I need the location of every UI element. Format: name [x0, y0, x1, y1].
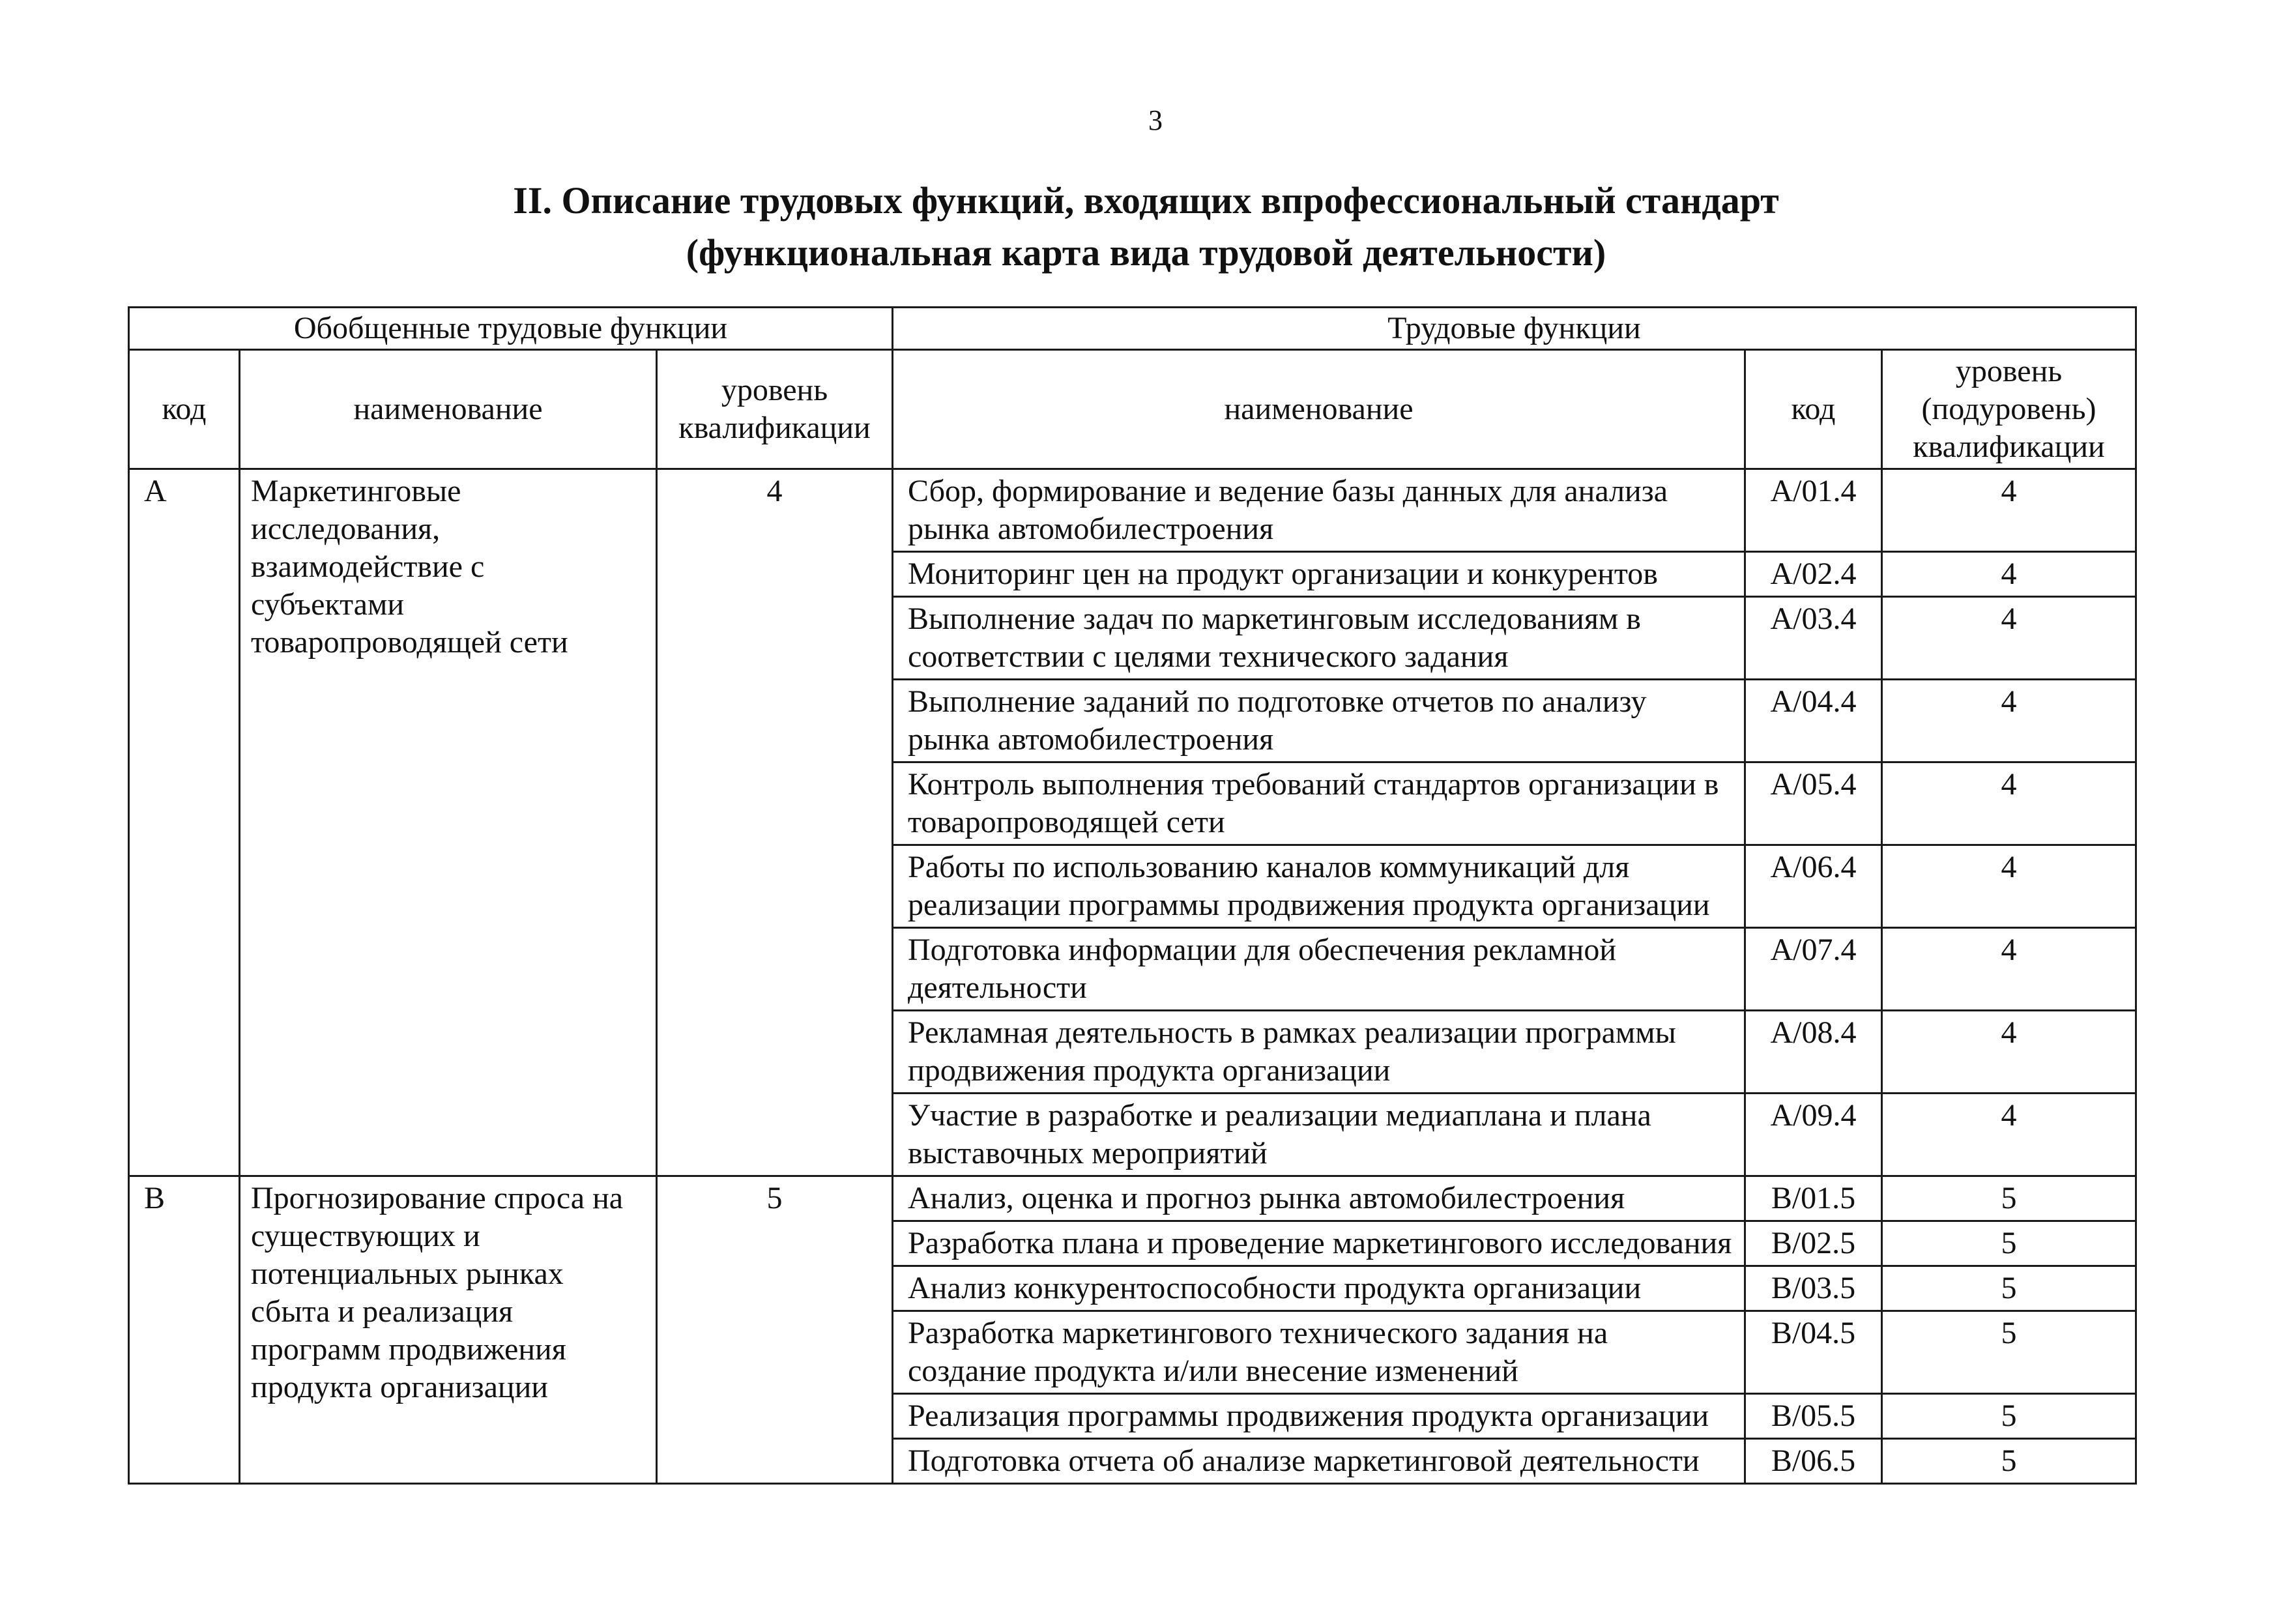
function-name: Реализация программы продвижения продукта организации: [893, 1394, 1745, 1439]
function-name: Контроль выполнения требований стандартов организации в товаропроводящей сети: [893, 762, 1745, 845]
function-level: 4: [1882, 469, 2136, 552]
function-code: A/09.4: [1745, 1094, 1882, 1176]
function-code: B/05.5: [1745, 1394, 1882, 1439]
header-group-level: уровень квалификации: [657, 350, 893, 469]
function-level: 4: [1882, 1094, 2136, 1176]
function-name: Анализ, оценка и прогноз рынка автомобилестроения: [893, 1176, 1745, 1221]
function-name: Разработка плана и проведение маркетингового исследования: [893, 1221, 1745, 1266]
function-name: Рекламная деятельность в рамках реализации программы продвижения продукта организации: [893, 1011, 1745, 1094]
function-level: 4: [1882, 1011, 2136, 1094]
header-group-code: код: [129, 350, 240, 469]
function-code: B/04.5: [1745, 1311, 1882, 1394]
function-level: 4: [1882, 762, 2136, 845]
function-code: B/02.5: [1745, 1221, 1882, 1266]
function-name: Работы по использованию каналов коммуникаций для реализации программы продвижения продукта организации: [893, 845, 1745, 928]
function-code: A/08.4: [1745, 1011, 1882, 1094]
function-code: A/01.4: [1745, 469, 1882, 552]
group-name: Прогнозирование спроса на существующих и потенциальных рынках сбыта и реализация программ продвижения продукта организации: [240, 1176, 657, 1484]
group-code: A: [129, 469, 240, 1176]
group-level: 4: [657, 469, 893, 1176]
group-level: 5: [657, 1176, 893, 1484]
header-group-name: наименование: [240, 350, 657, 469]
function-code: B/06.5: [1745, 1439, 1882, 1484]
table-row: [129, 1176, 2136, 1221]
function-level: 4: [1882, 597, 2136, 680]
function-level: 5: [1882, 1439, 2136, 1484]
function-code: A/07.4: [1745, 928, 1882, 1011]
function-level: 4: [1882, 552, 2136, 597]
function-name: Мониторинг цен на продукт организации и конкурентов: [893, 552, 1745, 597]
header-function-code: код: [1745, 350, 1882, 469]
page-number: 3: [1148, 104, 1163, 136]
header-row-top: [129, 308, 2136, 350]
section-title: [0, 175, 2292, 279]
header-function-level: уровень (подуровень) квалификации: [1882, 350, 2136, 469]
function-name: Разработка маркетингового технического задания на создание продукта и/или внесение изменений: [893, 1311, 1745, 1394]
table-row: [129, 469, 2136, 552]
header-generalized-functions: Обобщенные трудовые функции: [129, 308, 893, 350]
function-name: Подготовка информации для обеспечения рекламной деятельности: [893, 928, 1745, 1011]
title-line-1: II. Описание трудовых функций, входящих впрофессиональный стандарт: [513, 179, 1779, 222]
function-name: Выполнение задач по маркетинговым исследованиям в соответствии с целями технического задания: [893, 597, 1745, 680]
function-level: 4: [1882, 928, 2136, 1011]
header-labor-functions: Трудовые функции: [893, 308, 2136, 350]
function-level: 5: [1882, 1266, 2136, 1311]
function-level: 4: [1882, 680, 2136, 762]
function-code: A/06.4: [1745, 845, 1882, 928]
functional-map-table: [128, 306, 2137, 1485]
function-level: 5: [1882, 1176, 2136, 1221]
group-code: B: [129, 1176, 240, 1484]
function-level: 5: [1882, 1221, 2136, 1266]
function-code: A/02.4: [1745, 552, 1882, 597]
function-code: B/01.5: [1745, 1176, 1882, 1221]
function-name: Участие в разработке и реализации медиаплана и плана выставочных мероприятий: [893, 1094, 1745, 1176]
function-code: B/03.5: [1745, 1266, 1882, 1311]
function-code: A/05.4: [1745, 762, 1882, 845]
function-name: Анализ конкурентоспособности продукта организации: [893, 1266, 1745, 1311]
function-code: A/03.4: [1745, 597, 1882, 680]
function-level: 4: [1882, 845, 2136, 928]
title-line-2: (функциональная карта вида трудовой деятельности): [686, 231, 1606, 274]
function-name: Выполнение заданий по подготовке отчетов по анализу рынка автомобилестроения: [893, 680, 1745, 762]
function-code: A/04.4: [1745, 680, 1882, 762]
function-level: 5: [1882, 1311, 2136, 1394]
header-row-sub: [129, 350, 2136, 469]
group-name: Маркетинговые исследования, взаимодействие с субъектами товаропроводящей сети: [240, 469, 657, 1176]
header-function-name: наименование: [893, 350, 1745, 469]
function-name: Сбор, формирование и ведение базы данных для анализа рынка автомобилестроения: [893, 469, 1745, 552]
function-level: 5: [1882, 1394, 2136, 1439]
function-name: Подготовка отчета об анализе маркетинговой деятельности: [893, 1439, 1745, 1484]
